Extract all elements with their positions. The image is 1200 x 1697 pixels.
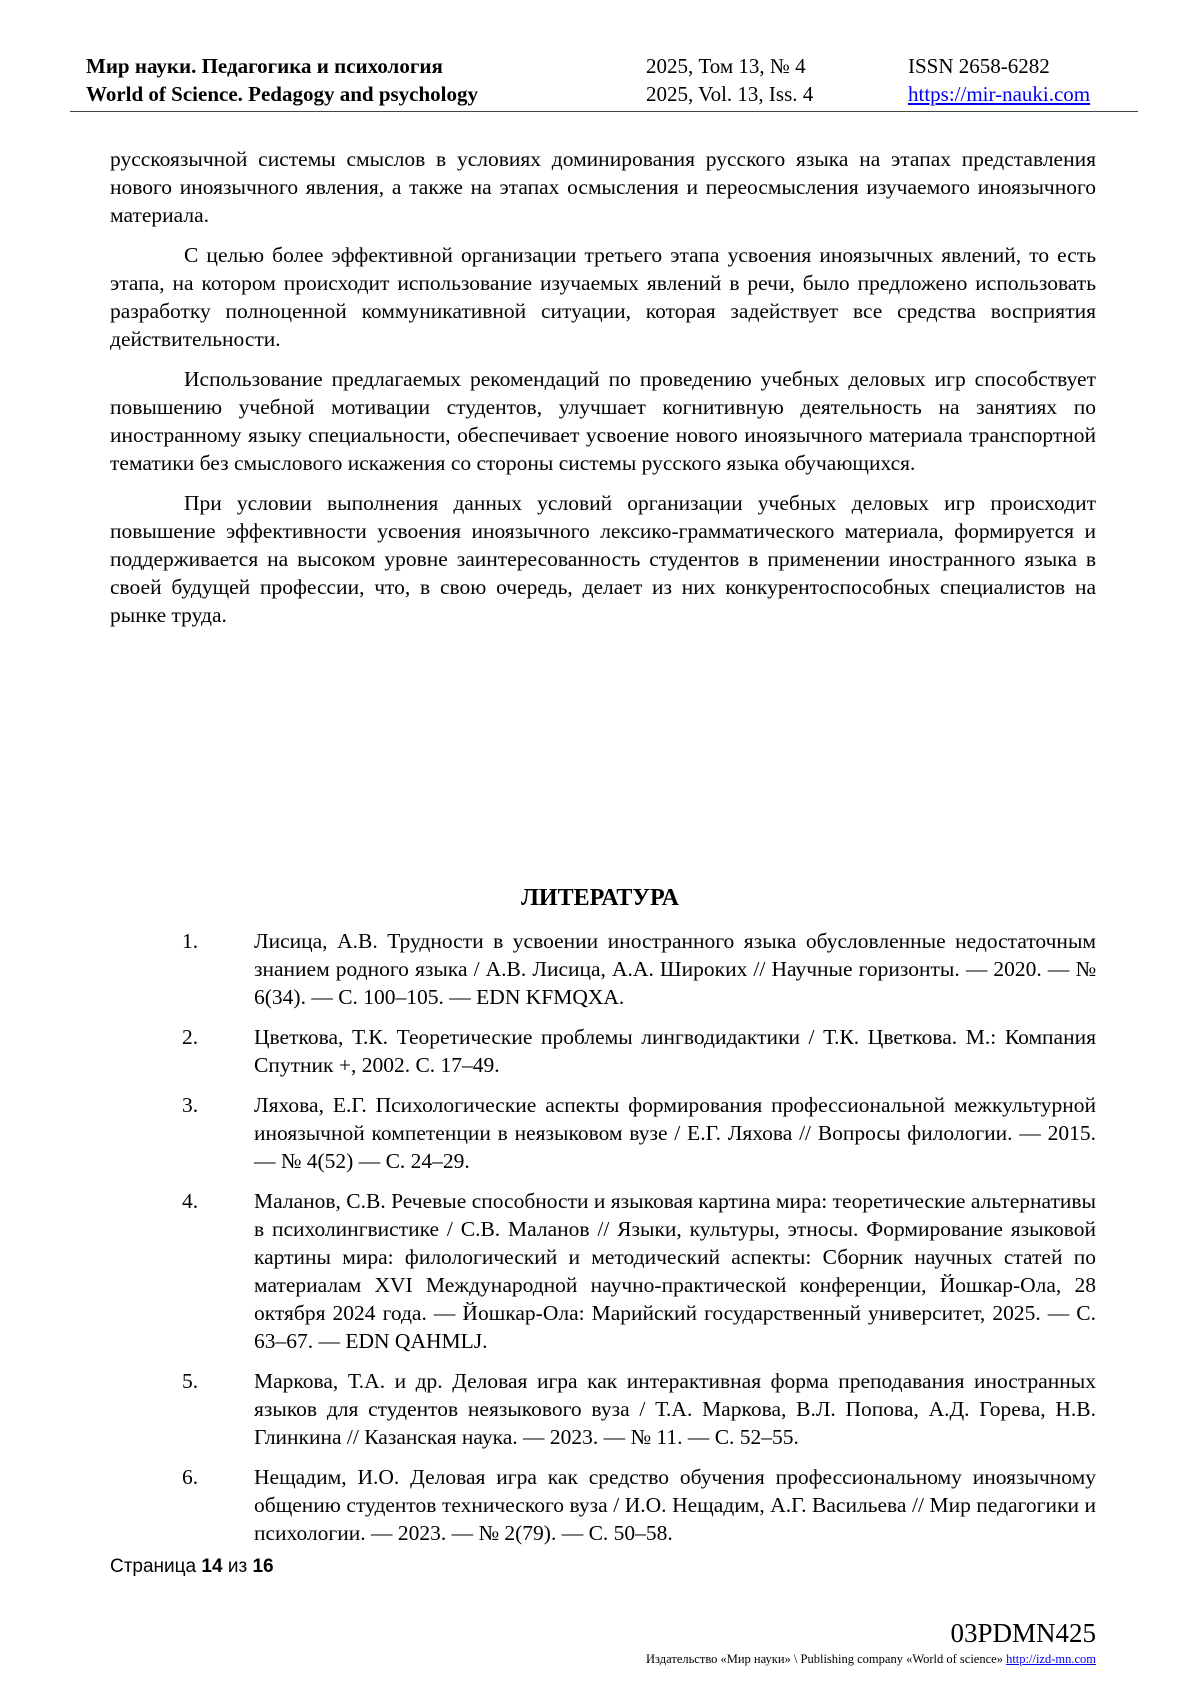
reference-item [110, 927, 1096, 1011]
journal-title-en: World of Science. Pedagogy and psychology [86, 82, 479, 106]
reference-item [110, 1091, 1096, 1175]
body-paragraph: русскоязычной системы смыслов в условиях доминирования русского языка на этапах представления нового иноязычного явления, а также на этапах осмысления и переосмысления изучаемого иноязычного материала. [110, 147, 1096, 227]
reference-item [110, 1463, 1096, 1547]
reference-number: 5. [182, 1369, 199, 1393]
reference-text: Маркова, Т.А. и др. Деловая игра как интерактивная форма преподавания иностранных языков для студентов неязыкового вуза / Т.А. Маркова, В.Л. Попова, А.Д. Горева, Н.В. Глинкина // Казанская наука. — 2023. — № 11. — С. 52–55. [254, 1369, 1096, 1449]
header-divider [70, 111, 1138, 112]
journal-header [86, 50, 1132, 112]
reference-number: 6. [182, 1465, 199, 1489]
reference-text: Лисица, А.В. Трудности в усвоении иностранного языка обусловленные недостаточным знанием родного языка / А.В. Лисица, А.А. Широких // Научные горизонты. — 2020. — № 6(34). — С. 100–105. — EDN KFMQXA. [254, 929, 1096, 1009]
reference-number: 1. [182, 929, 199, 953]
journal-title-block [86, 52, 478, 108]
references-title: ЛИТЕРАТУРА [521, 885, 679, 911]
page-total: 16 [252, 1556, 274, 1577]
article-code: 03PDMN425 [950, 1618, 1096, 1648]
issue-block [646, 52, 813, 108]
body-paragraph: С целью более эффективной организации третьего этапа усвоения иноязычных явлений, то есть этапа, на котором происходит использование изучаемых явлений в речи, было предложено использовать разработку полноценной коммуникативной ситуации, которая задействует все средства восприятия действительности. [110, 243, 1096, 351]
issue-ru: 2025, Том 13, № 4 [646, 54, 806, 78]
publisher-text: Издательство «Мир науки» \ Publishing company «World of science» [646, 1652, 1003, 1666]
reference-item [110, 1367, 1096, 1451]
journal-url-link[interactable]: https://mir-nauki.com [908, 82, 1091, 106]
reference-number: 3. [182, 1093, 199, 1117]
reference-number: 4. [182, 1189, 199, 1213]
page-number [110, 1556, 274, 1578]
publisher-url-link[interactable]: http://izd-mn.com [1006, 1652, 1096, 1666]
body-paragraph: При условии выполнения данных условий организации учебных деловых игр происходит повышение эффективности усвоения иноязычного лексико-грамматического материала, формируется и поддерживается на высоком уровне заинтересованность студентов в применении иностранного языка в своей будущей профессии, что, в свою очередь, делает из них конкурентоспособных специалистов на рынке труда. [110, 491, 1096, 627]
page-label: Страница [110, 1556, 197, 1577]
article-body [110, 145, 1096, 641]
reference-text: Маланов, С.В. Речевые способности и языковая картина мира: теоретические альтернативы в психолингвистике / С.В. Маланов // Языки, культуры, этносы. Формирование языковой картины мира: филологический и методический аспекты: Сборник научных статей по материалам XVI Международной научно-практической конференции, Йошкар-Ола, 28 октября 2024 года. — Йошкар-Ола: Марийский государственный университет, 2025. — С. 63–67. — EDN QAHMLJ. [254, 1189, 1096, 1353]
reference-text: Цветкова, Т.К. Теоретические проблемы лингводидактики / Т.К. Цветкова. М.: Компания Спутник +, 2002. С. 17–49. [254, 1025, 1096, 1077]
journal-title-ru: Мир науки. Педагогика и психология [86, 54, 443, 78]
reference-item [110, 1187, 1096, 1355]
reference-text: Ляхова, Е.Г. Психологические аспекты формирования профессиональной межкультурной иноязычной компетенции в неязыковом вузе / Е.Г. Ляхова // Вопросы филологии. — 2015. — № 4(52) — С. 24–29. [254, 1093, 1096, 1173]
body-paragraph: Использование предлагаемых рекомендаций по проведению учебных деловых игр способствует повышению учебной мотивации студентов, улучшает когнитивную деятельность на занятиях по иностранному языку специальности, обеспечивает усвоение нового иноязычного материала транспортной тематики без смыслового искажения со стороны системы русского языка обучающихся. [110, 367, 1096, 475]
references-list [110, 927, 1096, 1559]
issue-en: 2025, Vol. 13, Iss. 4 [646, 82, 814, 106]
page-of: из [227, 1556, 248, 1577]
reference-item [110, 1023, 1096, 1079]
issn: ISSN 2658-6282 [908, 54, 1050, 78]
issn-block [908, 52, 1090, 108]
page-current: 14 [201, 1556, 223, 1577]
reference-text: Нещадим, И.О. Деловая игра как средство обучения профессиональному иноязычному общению студентов технического вуза / И.О. Нещадим, А.Г. Васильева // Мир педагогики и психологии. — 2023. — № 2(79). — С. 50–58. [254, 1465, 1096, 1545]
reference-number: 2. [182, 1025, 199, 1049]
publisher-line [646, 1651, 1096, 1667]
